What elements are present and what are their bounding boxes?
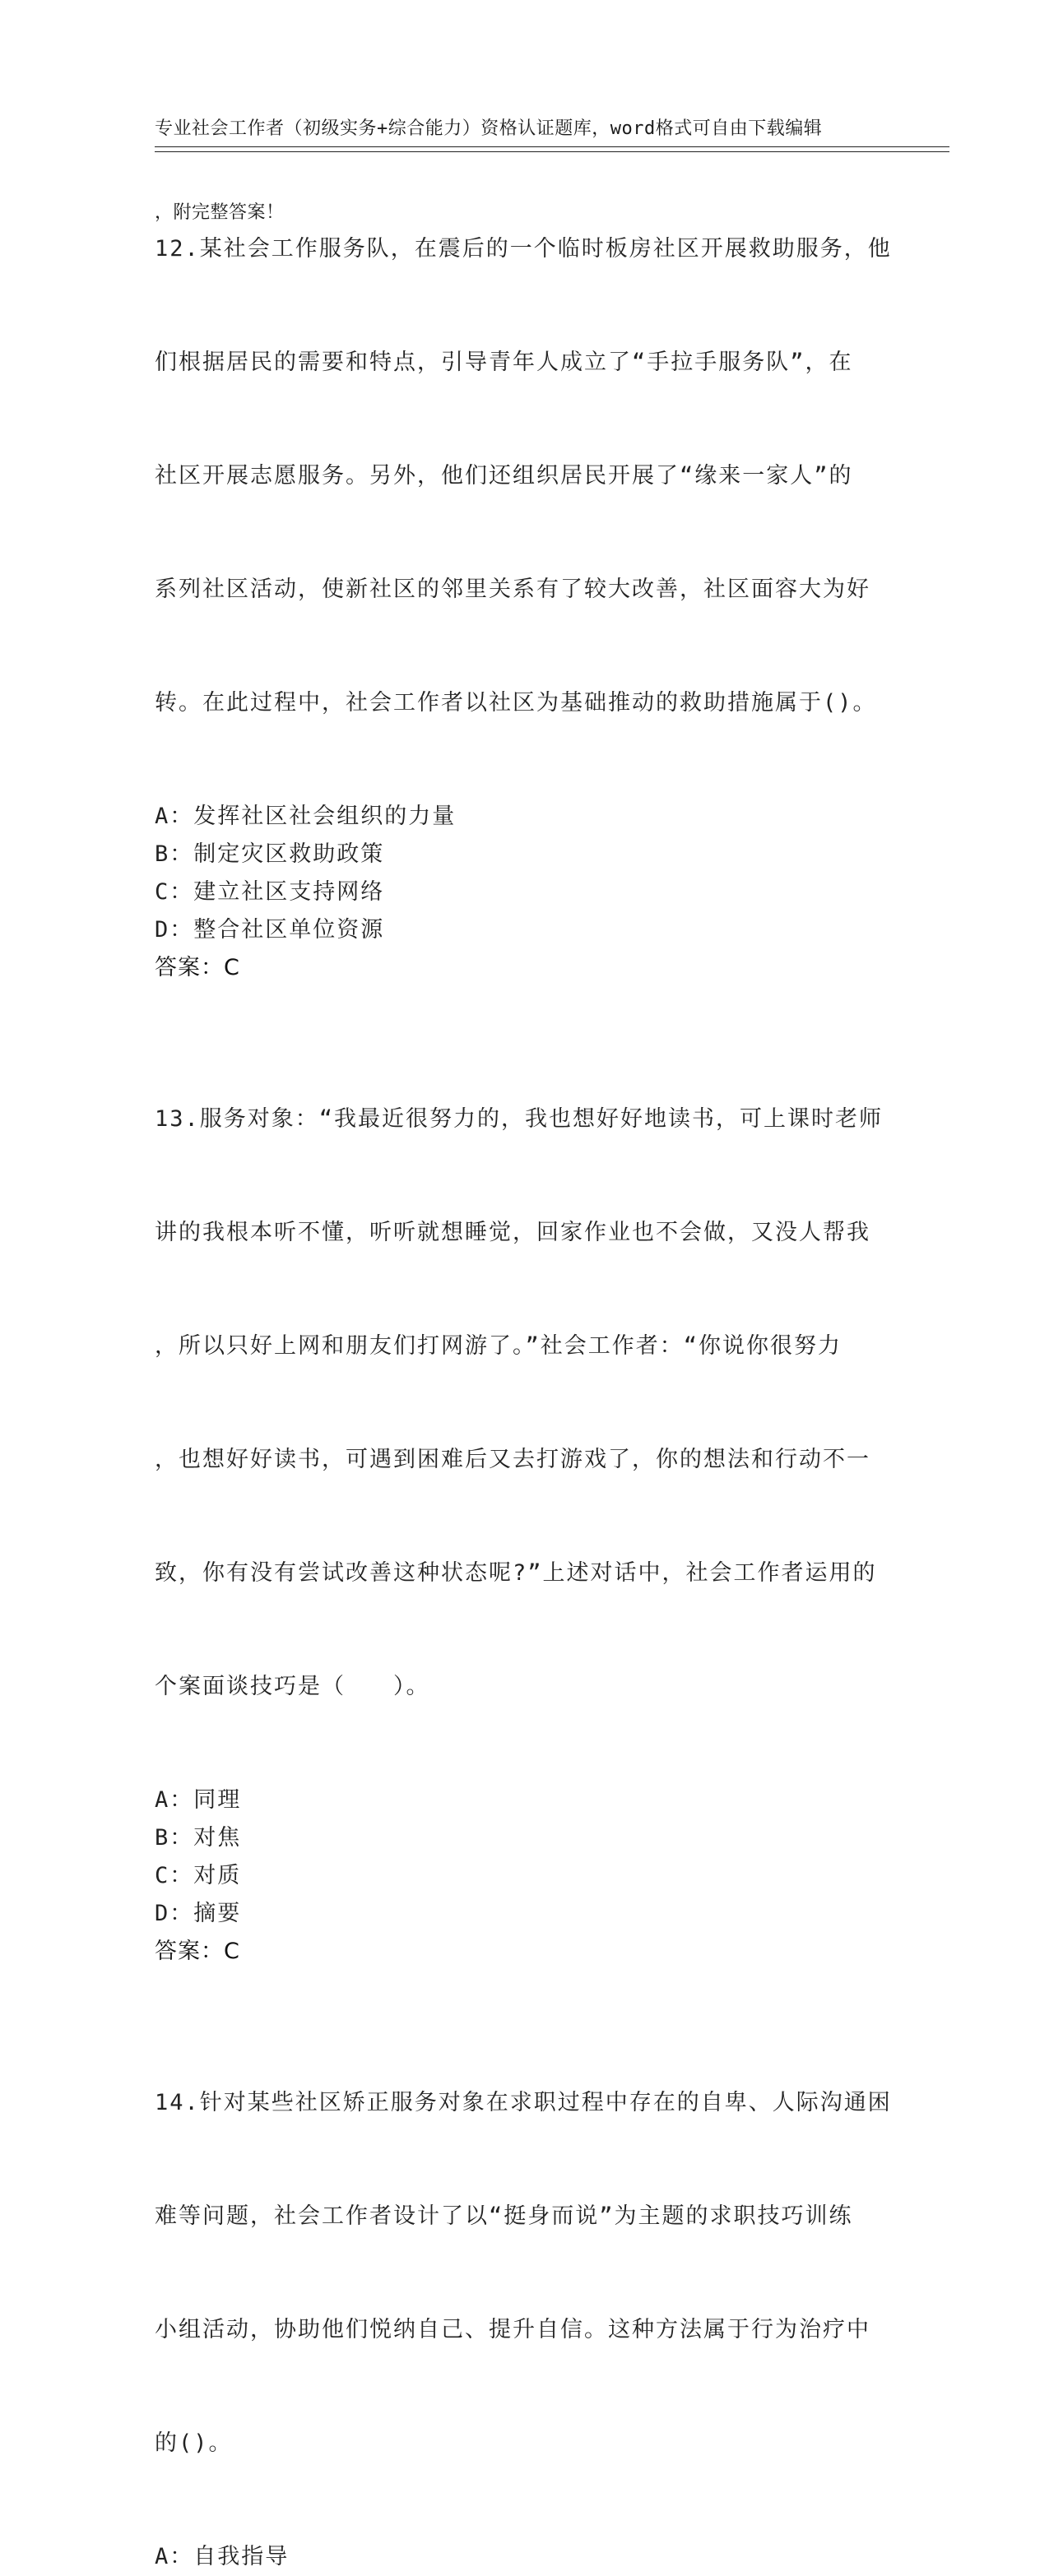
header-line-2: ，附完整答案！ xyxy=(155,202,285,223)
option-c: C：对质 xyxy=(155,1863,242,1888)
question-stem xyxy=(155,155,895,798)
stem-line: 系列社区活动，使新社区的邻里关系有了较大改善，社区面容大为好 xyxy=(155,577,870,602)
answer-line: 答案：C xyxy=(155,1939,240,1964)
header-line-1: 专业社会工作者（初级实务+综合能力）资格认证题库，word格式可自由下载编辑 xyxy=(155,118,823,139)
stem-line: 们根据居民的需要和特点，引导青年人成立了“手拉手服务队”，在 xyxy=(155,350,853,375)
stem-line: 14.针对某些社区矫正服务对象在求职过程中存在的自卑、人际沟通困 xyxy=(155,2090,892,2115)
stem-line: ，所以只好上网和朋友们打网游了。”社会工作者：“你说你很努力 xyxy=(155,1333,842,1359)
option-a: A：发挥社区社会组织的力量 xyxy=(155,804,457,829)
header-divider-top xyxy=(155,146,949,147)
question-list xyxy=(155,155,895,2576)
option-a: A：同理 xyxy=(155,1787,242,1813)
option-a: A：自我指导 xyxy=(155,2544,290,2569)
question-14 xyxy=(155,2008,895,2576)
stem-line: 个案面谈技巧是（ ）。 xyxy=(155,1674,430,1699)
question-spacer xyxy=(155,1971,895,2008)
stem-line: 12.某社会工作服务队，在震后的一个临时板房社区开展救助服务，他 xyxy=(155,236,892,262)
option-c: C：建立社区支持网络 xyxy=(155,879,385,905)
option-d: D：整合社区单位资源 xyxy=(155,917,385,943)
stem-line: 13.服务对象：“我最近很努力的，我也想好好地读书，可上课时老师 xyxy=(155,1106,884,1132)
stem-line: 的()。 xyxy=(155,2430,233,2456)
option-b: B：制定灾区救助政策 xyxy=(155,841,385,867)
stem-line: ，也想好好读书，可遇到困难后又去打游戏了，你的想法和行动不一 xyxy=(155,1447,870,1472)
question-spacer xyxy=(155,987,895,1025)
stem-line: 社区开展志愿服务。另外，他们还组织居民开展了“缘来一家人”的 xyxy=(155,463,853,489)
question-12 xyxy=(155,155,895,987)
stem-line: 小组活动，协助他们悦纳自己、提升自信。这种方法属于行为治疗中 xyxy=(155,2317,870,2342)
stem-line: 转。在此过程中，社会工作者以社区为基础推动的救助措施属于()。 xyxy=(155,690,877,716)
answer-line: 答案：C xyxy=(155,955,240,980)
question-stem xyxy=(155,1025,895,1781)
stem-line: 致，你有没有尝试改善这种状态呢?”上述对话中，社会工作者运用的 xyxy=(155,1560,877,1586)
option-b: B：对焦 xyxy=(155,1825,242,1851)
stem-line: 难等问题，社会工作者设计了以“挺身而说”为主题的求职技巧训练 xyxy=(155,2203,853,2229)
stem-line: 讲的我根本听不懂，听听就想睡觉，回家作业也不会做，又没人帮我 xyxy=(155,1220,870,1245)
header-divider-bottom xyxy=(155,151,949,152)
option-d: D：摘要 xyxy=(155,1901,242,1926)
question-stem xyxy=(155,2008,895,2538)
question-13 xyxy=(155,1025,895,1971)
